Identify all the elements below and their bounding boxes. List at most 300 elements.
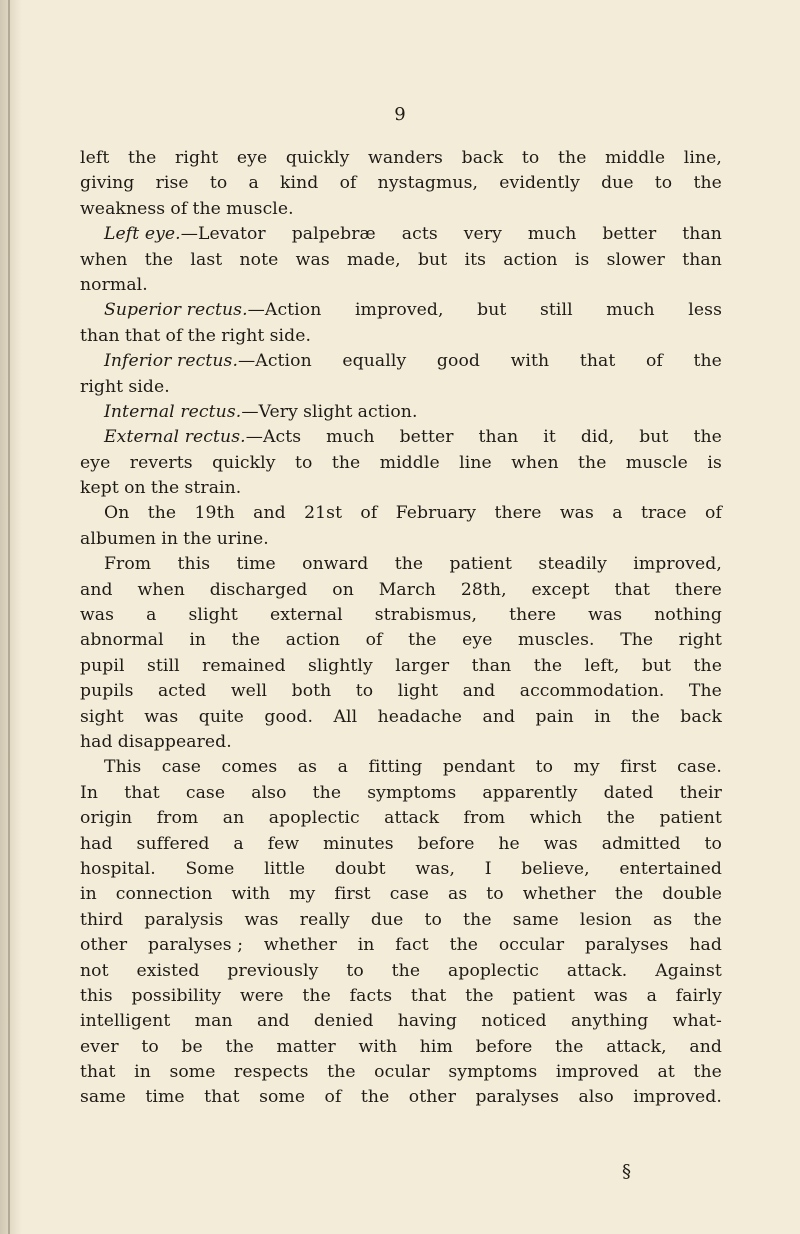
word: symptoms xyxy=(367,782,457,803)
word: occular xyxy=(498,935,565,956)
word: doubt xyxy=(334,858,386,879)
word: the xyxy=(147,503,177,524)
word: steadily xyxy=(538,554,607,575)
word: left, xyxy=(584,655,620,676)
text-line xyxy=(80,197,722,222)
word: to xyxy=(355,681,374,702)
word: the xyxy=(533,655,563,676)
text-line xyxy=(80,933,722,958)
word: suffered xyxy=(136,833,210,854)
text-line xyxy=(80,578,722,603)
word: abnormal xyxy=(80,630,164,651)
text-line xyxy=(80,273,722,298)
word: to xyxy=(346,960,364,981)
text-line xyxy=(80,451,722,476)
word: of xyxy=(645,351,663,372)
word: attack. xyxy=(566,960,628,981)
word: in xyxy=(161,528,178,549)
word: respects xyxy=(234,1062,309,1083)
text-line xyxy=(80,146,722,171)
word: normal. xyxy=(80,274,148,295)
word: slower xyxy=(606,249,665,270)
word: entertained xyxy=(619,858,722,879)
word: note xyxy=(239,249,279,270)
word: a xyxy=(233,833,244,854)
word: from xyxy=(156,808,199,829)
word: still xyxy=(539,300,573,321)
word: the xyxy=(127,148,157,168)
word: to xyxy=(424,909,443,930)
word: really xyxy=(299,909,350,930)
word: the xyxy=(225,1036,254,1057)
word: —Acts xyxy=(245,427,302,448)
word: as xyxy=(297,757,318,778)
word: eye xyxy=(462,630,493,651)
word: well xyxy=(230,681,268,702)
word: the xyxy=(555,1036,584,1057)
word: to xyxy=(486,884,504,905)
word: the xyxy=(631,706,660,727)
word: origin xyxy=(80,808,133,829)
word: reverts xyxy=(129,452,193,473)
word: than xyxy=(80,325,120,346)
text-line xyxy=(80,908,722,933)
text-line xyxy=(80,222,722,247)
word: a xyxy=(146,605,157,626)
word: apoplectic xyxy=(268,808,360,829)
word: not xyxy=(80,960,109,981)
word: time xyxy=(145,1087,185,1108)
word: remained xyxy=(202,655,286,676)
text-line xyxy=(80,1060,722,1085)
word: March xyxy=(378,579,436,600)
word: of xyxy=(324,1087,342,1108)
text-line xyxy=(80,806,722,831)
word: left xyxy=(80,148,110,168)
word: as xyxy=(448,884,468,905)
word: my xyxy=(289,884,316,905)
word: of xyxy=(339,173,357,194)
word: larger xyxy=(395,655,450,676)
word: better xyxy=(399,427,454,448)
word: facts xyxy=(349,985,393,1006)
word: patient xyxy=(659,808,722,829)
word: February xyxy=(395,503,477,524)
word: paralyses ; xyxy=(148,935,244,956)
word: the xyxy=(614,884,644,905)
word: fact xyxy=(395,935,429,956)
word: side. xyxy=(269,325,312,346)
word: slight xyxy=(303,401,353,422)
word: the xyxy=(449,935,479,956)
word: quite xyxy=(198,706,244,727)
word: before xyxy=(475,1036,533,1057)
word: muscle xyxy=(625,452,688,473)
word: discharged xyxy=(209,579,308,600)
word: there xyxy=(674,579,722,600)
word: rise xyxy=(155,173,189,194)
word: action xyxy=(285,630,340,651)
word: did, xyxy=(580,427,615,448)
word: good xyxy=(436,351,480,372)
word: when xyxy=(137,579,185,600)
text-line xyxy=(80,679,722,704)
word: muscle. xyxy=(226,198,294,219)
word: due xyxy=(370,909,404,930)
word: line xyxy=(459,452,492,473)
word: first xyxy=(620,757,657,778)
word: back xyxy=(680,706,722,727)
word: last xyxy=(190,249,223,270)
word: whether xyxy=(522,884,596,905)
word: same xyxy=(80,1087,126,1108)
text-line xyxy=(80,984,722,1009)
word: is xyxy=(574,249,590,270)
word: 21st xyxy=(304,503,343,524)
word: the xyxy=(693,1062,722,1083)
word: From xyxy=(104,554,152,575)
word: case xyxy=(161,757,202,778)
word: quickly xyxy=(212,452,276,473)
word: —Action xyxy=(238,351,312,372)
word: kind xyxy=(280,173,319,194)
word: than xyxy=(682,224,722,245)
word: All xyxy=(333,706,358,727)
text-line xyxy=(80,832,722,857)
word: giving xyxy=(80,173,135,194)
word: connection xyxy=(115,884,213,905)
word: was xyxy=(559,503,594,524)
word: and xyxy=(256,1011,290,1032)
text-line xyxy=(80,628,722,653)
word: from xyxy=(463,808,506,829)
word: that xyxy=(579,351,616,372)
word: right xyxy=(175,148,219,168)
text-line xyxy=(80,882,722,907)
word: but xyxy=(639,427,669,448)
word: same xyxy=(512,909,559,930)
word: a xyxy=(646,985,657,1006)
word: that xyxy=(124,782,160,803)
text-line xyxy=(80,425,722,450)
word: lesion xyxy=(579,909,632,930)
word: slight xyxy=(188,605,238,626)
word: paralyses xyxy=(584,935,669,956)
word: strain. xyxy=(184,478,242,499)
word: The xyxy=(620,630,654,651)
word: paralysis xyxy=(144,909,224,930)
word: case xyxy=(185,782,226,803)
word: nystagmus, xyxy=(377,173,479,194)
word: also xyxy=(251,782,287,803)
word: in xyxy=(189,630,207,651)
word: sight xyxy=(80,706,124,727)
word: good. xyxy=(264,706,314,727)
word: much xyxy=(326,427,375,448)
word: —Very xyxy=(241,401,298,422)
word: at xyxy=(657,1062,675,1083)
word: my xyxy=(573,757,600,778)
word: was xyxy=(588,605,623,626)
word: that xyxy=(204,1087,240,1108)
word: the xyxy=(693,173,722,194)
word: Some xyxy=(185,858,235,879)
text-line xyxy=(80,603,722,628)
text-line xyxy=(80,248,722,273)
word: believe, xyxy=(521,858,590,879)
word: the xyxy=(465,985,494,1006)
word: few xyxy=(267,833,300,854)
word: patient xyxy=(512,985,575,1006)
word: of xyxy=(705,503,722,524)
word: with xyxy=(358,1036,398,1057)
word: both xyxy=(291,681,332,702)
word: a xyxy=(612,503,623,524)
word: middle xyxy=(379,452,440,473)
word: on xyxy=(124,478,146,499)
word: eye xyxy=(80,452,111,473)
word: first xyxy=(334,884,371,905)
word: the xyxy=(144,249,174,270)
word: evidently xyxy=(499,173,580,194)
word: very xyxy=(463,224,502,245)
word: third xyxy=(80,909,124,930)
word: the xyxy=(331,452,361,473)
word: right xyxy=(678,630,722,651)
word: on xyxy=(332,579,354,600)
text-line xyxy=(80,400,722,425)
word: patient xyxy=(449,554,512,575)
word: previously xyxy=(227,960,319,981)
word: On xyxy=(104,503,130,524)
word: and xyxy=(80,579,113,600)
word: action xyxy=(503,249,558,270)
word: external xyxy=(269,605,343,626)
word: to xyxy=(294,452,313,473)
word: pupil xyxy=(80,655,125,676)
word: the xyxy=(150,478,180,499)
word: the xyxy=(327,1062,356,1083)
word: accommodation. xyxy=(519,681,665,702)
word: This xyxy=(104,757,142,778)
word: and xyxy=(462,681,496,702)
word: trace xyxy=(640,503,687,524)
word: 28th, xyxy=(460,579,507,600)
italic-heading: External rectus. xyxy=(104,427,246,448)
word: in xyxy=(80,884,97,905)
word: line, xyxy=(683,148,722,168)
word: the xyxy=(192,198,221,219)
word: headache xyxy=(377,706,463,727)
word: little xyxy=(264,858,306,879)
word: the xyxy=(693,427,722,448)
word: which xyxy=(529,808,583,829)
word: and xyxy=(482,706,516,727)
word: attack xyxy=(384,808,440,829)
text-line xyxy=(80,375,722,400)
word: The xyxy=(688,681,722,702)
text-line xyxy=(80,349,722,374)
word: case. xyxy=(677,757,722,778)
word: action. xyxy=(357,401,418,422)
word: acts xyxy=(401,224,438,245)
body-text xyxy=(80,146,722,1111)
word: with xyxy=(510,351,550,372)
word: side. xyxy=(128,376,170,397)
word: time xyxy=(236,554,276,575)
word: the xyxy=(578,452,607,473)
word: of xyxy=(170,198,188,219)
word: made, xyxy=(347,249,401,270)
word: except xyxy=(531,579,590,600)
word: existed xyxy=(136,960,200,981)
word: back xyxy=(461,148,504,168)
word: than xyxy=(478,427,519,448)
word: much xyxy=(606,300,655,321)
word: when xyxy=(80,249,128,270)
word: as xyxy=(653,909,673,930)
word: the xyxy=(693,655,722,676)
word: comes xyxy=(221,757,278,778)
word: attack, xyxy=(606,1036,667,1057)
word: strabismus, xyxy=(374,605,478,626)
text-line xyxy=(80,501,722,526)
word: what- xyxy=(672,1011,722,1032)
word: double xyxy=(662,884,722,905)
word: Against xyxy=(655,960,722,981)
word: fairly xyxy=(675,985,722,1006)
word: the xyxy=(394,554,424,575)
word: paralyses xyxy=(475,1087,560,1108)
word: with xyxy=(231,884,271,905)
word: noticed xyxy=(481,1011,547,1032)
word: apoplectic xyxy=(448,960,539,981)
word: before xyxy=(417,833,475,854)
text-line xyxy=(80,1085,722,1110)
word: to xyxy=(141,1036,159,1057)
word: 19th xyxy=(194,503,235,524)
word: to xyxy=(704,833,722,854)
word: that xyxy=(410,985,447,1006)
binding-edge-line xyxy=(8,0,10,1234)
word: In xyxy=(80,782,99,803)
word: the xyxy=(693,909,722,930)
italic-heading: Superior rectus. xyxy=(104,300,248,321)
heading-group xyxy=(104,222,266,247)
word: some xyxy=(169,1062,216,1083)
word: admitted xyxy=(601,833,681,854)
word: I xyxy=(484,858,492,879)
word: the xyxy=(183,528,212,549)
word: there xyxy=(509,605,557,626)
word: denied xyxy=(313,1011,374,1032)
text-line xyxy=(80,527,722,552)
word: the xyxy=(187,325,217,346)
word: symptoms xyxy=(448,1062,538,1083)
word: kept xyxy=(80,478,119,499)
word: also xyxy=(578,1087,614,1108)
word: the xyxy=(312,782,342,803)
text-line xyxy=(80,298,722,323)
word: the xyxy=(606,808,636,829)
signature-mark: § xyxy=(622,1161,631,1182)
word: and xyxy=(689,1036,722,1057)
word: was xyxy=(80,605,115,626)
word: was xyxy=(543,833,578,854)
word: it xyxy=(543,427,556,448)
italic-heading: Left eye. xyxy=(104,224,181,245)
word: when xyxy=(511,452,559,473)
word: better xyxy=(602,224,657,245)
word: equally xyxy=(342,351,407,372)
word: the xyxy=(558,148,587,168)
page-gutter-shadow xyxy=(0,0,22,1234)
word: him xyxy=(419,1036,453,1057)
word: weakness xyxy=(80,198,166,219)
italic-heading: Internal rectus. xyxy=(104,401,242,422)
word: matter xyxy=(276,1036,336,1057)
word: but xyxy=(417,249,448,270)
word: disappeared. xyxy=(117,731,232,752)
word: improved, xyxy=(633,554,722,575)
text-line xyxy=(80,705,722,730)
word: this xyxy=(177,554,211,575)
word: but xyxy=(477,300,507,321)
word: slightly xyxy=(308,655,373,676)
word: the xyxy=(302,985,331,1006)
word: in xyxy=(357,935,375,956)
word: be xyxy=(181,1036,203,1057)
word: he xyxy=(498,833,520,854)
word: muscles. xyxy=(518,630,595,651)
word: other xyxy=(408,1087,457,1108)
word: albumen xyxy=(80,528,157,549)
word: but xyxy=(641,655,672,676)
word: improved, xyxy=(354,300,444,321)
word: minutes xyxy=(323,833,394,854)
word: the xyxy=(463,909,492,930)
word: of xyxy=(360,503,378,524)
word: pupils xyxy=(80,681,134,702)
word: improved xyxy=(555,1062,639,1083)
word: the xyxy=(408,630,437,651)
word: other xyxy=(80,935,128,956)
word: —Action xyxy=(247,300,322,321)
word: middle xyxy=(605,148,666,168)
page-number: 9 xyxy=(394,104,406,125)
word: in xyxy=(594,706,611,727)
word: improved. xyxy=(633,1087,722,1108)
word: right xyxy=(221,325,265,346)
word: was xyxy=(295,249,330,270)
word: to xyxy=(535,757,554,778)
word: right xyxy=(80,376,124,397)
text-line xyxy=(80,324,722,349)
word: to xyxy=(654,173,673,194)
text-line xyxy=(80,781,722,806)
text-line xyxy=(80,857,722,882)
word: that xyxy=(80,1062,116,1083)
text-line xyxy=(80,1009,722,1034)
word: to xyxy=(209,173,228,194)
heading-group xyxy=(104,425,301,450)
word: urine. xyxy=(216,528,269,549)
word: was xyxy=(593,985,628,1006)
text-line xyxy=(80,1035,722,1060)
word: had xyxy=(80,731,113,752)
text-line xyxy=(80,171,722,196)
word: of xyxy=(365,630,383,651)
